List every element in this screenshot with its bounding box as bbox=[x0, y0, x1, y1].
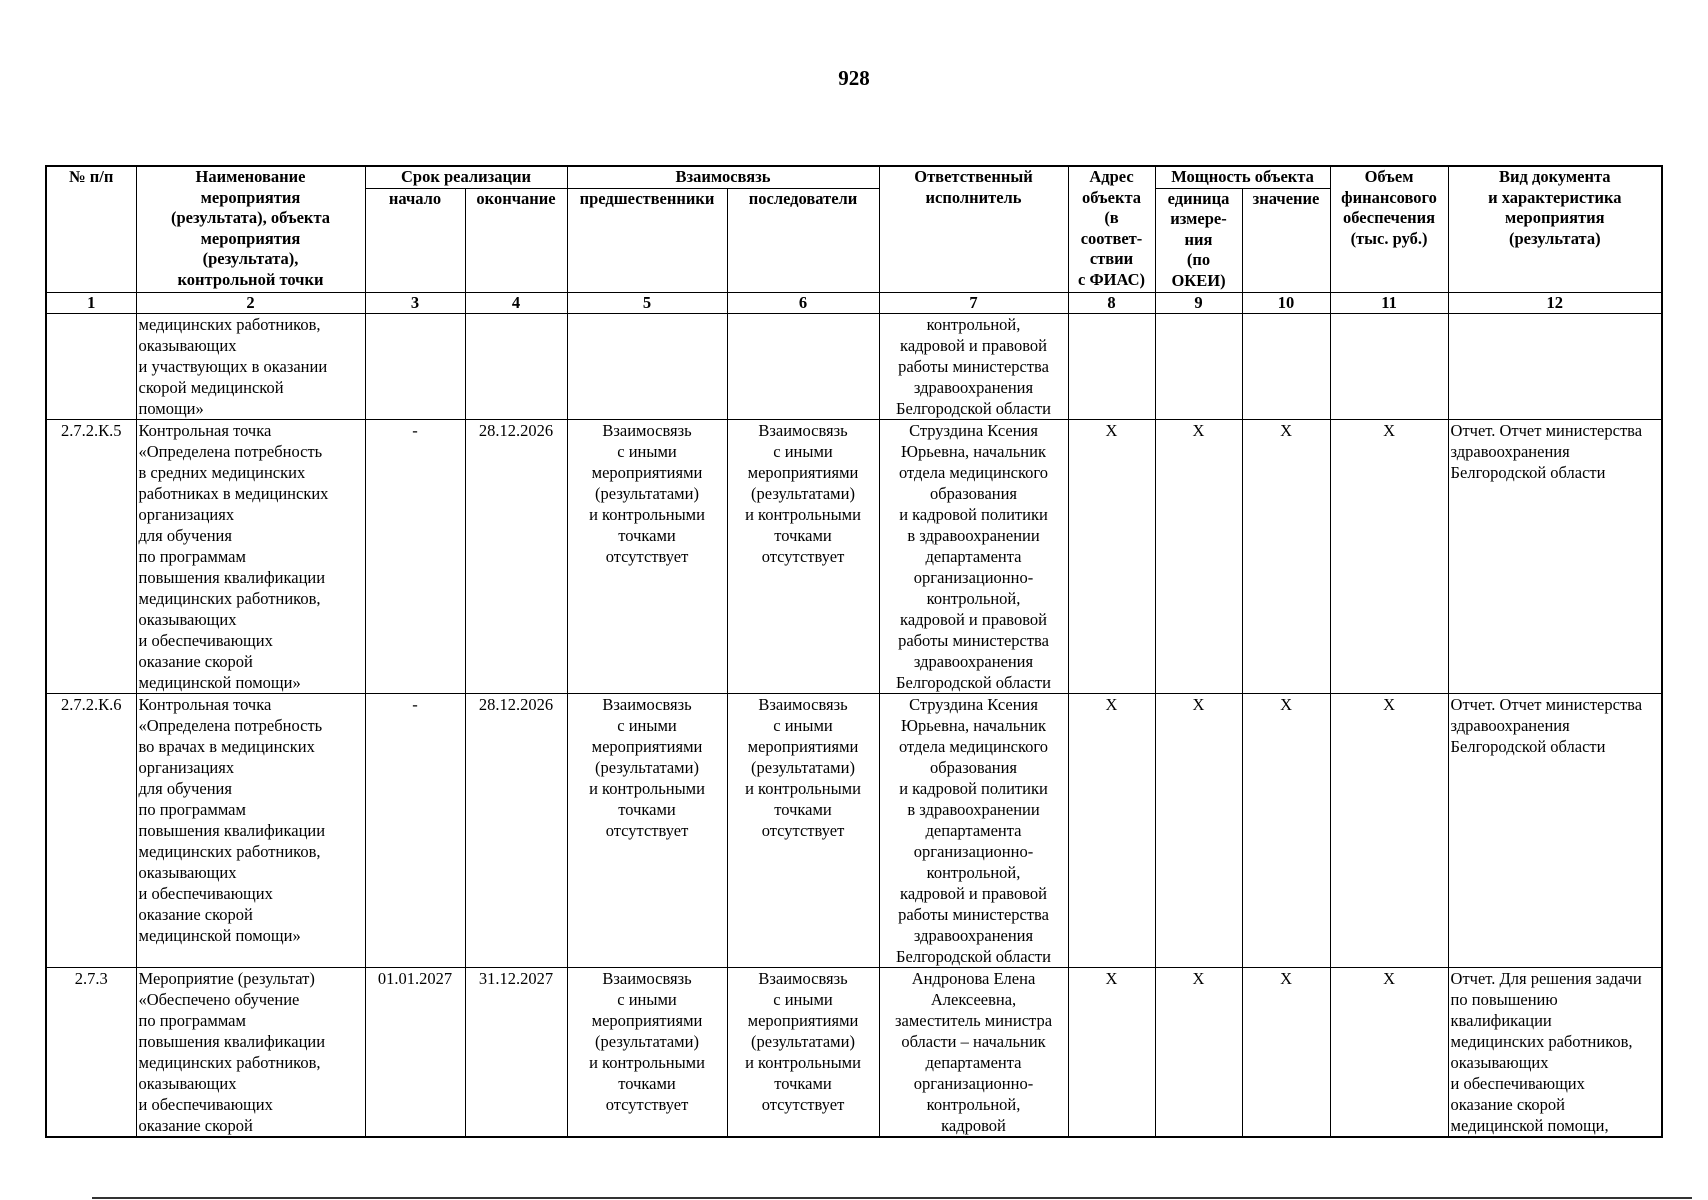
header-power-value: значение bbox=[1242, 188, 1330, 292]
cell-next bbox=[727, 314, 879, 420]
cell-prev bbox=[567, 314, 727, 420]
column-number: 6 bbox=[727, 292, 879, 314]
cell-num: 2.7.3 bbox=[46, 968, 136, 1138]
cell-document: Отчет. Для решения задачи по повышению квалификации медицинских работников, оказывающих и обеспечивающих оказание скорой медицинской помощи, bbox=[1448, 968, 1662, 1138]
header-num: № п/п bbox=[46, 166, 136, 292]
cell-address: X bbox=[1068, 694, 1155, 968]
page-number: 928 bbox=[838, 66, 870, 90]
table-row bbox=[46, 694, 1662, 968]
column-number: 7 bbox=[879, 292, 1068, 314]
column-number: 4 bbox=[465, 292, 567, 314]
bottom-rule bbox=[92, 1197, 1692, 1199]
cell-start: - bbox=[365, 694, 465, 968]
header-link: Взаимосвязь bbox=[567, 166, 879, 188]
column-number: 2 bbox=[136, 292, 365, 314]
cell-start: - bbox=[365, 420, 465, 694]
cell-prev: Взаимосвязь с иными мероприятиями (результатами) и контрольными точками отсутствует bbox=[567, 420, 727, 694]
cell-name: Контрольная точка «Определена потребность во врачах в медицинских организациях для обучения по программам повышения квалификации медицинских работников, оказывающих и обеспечивающих оказание скорой медицинской помощи» bbox=[136, 694, 365, 968]
cell-unit: X bbox=[1155, 968, 1242, 1138]
cell-address: X bbox=[1068, 420, 1155, 694]
header-term-end: окончание bbox=[465, 188, 567, 292]
cell-prev: Взаимосвязь с иными мероприятиями (результатами) и контрольными точками отсутствует bbox=[567, 968, 727, 1138]
cell-responsible: Струздина Ксения Юрьевна, начальник отдела медицинского образования и кадровой политики в здравоохранении департамента организационно- контрольной, кадровой и правовой работы министерства здравоохранения Белгородской области bbox=[879, 694, 1068, 968]
cell-end: 31.12.2027 bbox=[465, 968, 567, 1138]
cell-end: 28.12.2026 bbox=[465, 420, 567, 694]
cell-address: X bbox=[1068, 968, 1155, 1138]
cell-next: Взаимосвязь с иными мероприятиями (результатами) и контрольными точками отсутствует bbox=[727, 694, 879, 968]
cell-responsible: Струздина Ксения Юрьевна, начальник отдела медицинского образования и кадровой политики в здравоохранении департамента организационно- контрольной, кадровой и правовой работы министерства здравоохранения Белгородской области bbox=[879, 420, 1068, 694]
cell-value: X bbox=[1242, 694, 1330, 968]
cell-end: 28.12.2026 bbox=[465, 694, 567, 968]
table-row bbox=[46, 314, 1662, 420]
cell-finance: X bbox=[1330, 694, 1448, 968]
header-responsible: Ответственный исполнитель bbox=[879, 166, 1068, 292]
column-number-row bbox=[46, 292, 1662, 314]
header-power-unit: единица измере- ния (по ОКЕИ) bbox=[1155, 188, 1242, 292]
header-row-1 bbox=[46, 166, 1662, 188]
column-number: 10 bbox=[1242, 292, 1330, 314]
cell-document: Отчет. Отчет министерства здравоохранения Белгородской области bbox=[1448, 694, 1662, 968]
header-term: Срок реализации bbox=[365, 166, 567, 188]
cell-prev: Взаимосвязь с иными мероприятиями (результатами) и контрольными точками отсутствует bbox=[567, 694, 727, 968]
cell-start bbox=[365, 314, 465, 420]
cell-value: X bbox=[1242, 420, 1330, 694]
cell-num bbox=[46, 314, 136, 420]
cell-finance: X bbox=[1330, 968, 1448, 1138]
header-term-start: начало bbox=[365, 188, 465, 292]
header-link-next: последователи bbox=[727, 188, 879, 292]
column-number: 5 bbox=[567, 292, 727, 314]
cell-value bbox=[1242, 314, 1330, 420]
cell-value: X bbox=[1242, 968, 1330, 1138]
table-row bbox=[46, 420, 1662, 694]
cell-document bbox=[1448, 314, 1662, 420]
cell-unit: X bbox=[1155, 694, 1242, 968]
cell-finance: X bbox=[1330, 420, 1448, 694]
header-document: Вид документа и характеристика мероприятия (результата) bbox=[1448, 166, 1662, 292]
header-finance: Объем финансового обеспечения (тыс. руб.) bbox=[1330, 166, 1448, 292]
cell-name: медицинских работников, оказывающих и участвующих в оказании скорой медицинской помощи» bbox=[136, 314, 365, 420]
column-number: 11 bbox=[1330, 292, 1448, 314]
column-number: 8 bbox=[1068, 292, 1155, 314]
header-link-prev: предшественники bbox=[567, 188, 727, 292]
header-power: Мощность объекта bbox=[1155, 166, 1330, 188]
cell-next: Взаимосвязь с иными мероприятиями (результатами) и контрольными точками отсутствует bbox=[727, 968, 879, 1138]
cell-responsible: Андронова Елена Алексеевна, заместитель министра области – начальник департамента организационно- контрольной, кадровой bbox=[879, 968, 1068, 1138]
cell-responsible: контрольной, кадровой и правовой работы министерства здравоохранения Белгородской области bbox=[879, 314, 1068, 420]
cell-unit bbox=[1155, 314, 1242, 420]
cell-start: 01.01.2027 bbox=[365, 968, 465, 1138]
header-name: Наименование мероприятия (результата), объекта мероприятия (результата), контрольной точки bbox=[136, 166, 365, 292]
header-address: Адрес объекта (в соответ- ствии с ФИАС) bbox=[1068, 166, 1155, 292]
cell-name: Мероприятие (результат) «Обеспечено обучение по программам повышения квалификации медицинских работников, оказывающих и обеспечивающих оказание скорой bbox=[136, 968, 365, 1138]
cell-document: Отчет. Отчет министерства здравоохранения Белгородской области bbox=[1448, 420, 1662, 694]
column-number: 9 bbox=[1155, 292, 1242, 314]
column-number: 1 bbox=[46, 292, 136, 314]
cell-unit: X bbox=[1155, 420, 1242, 694]
cell-next: Взаимосвязь с иными мероприятиями (результатами) и контрольными точками отсутствует bbox=[727, 420, 879, 694]
column-number: 12 bbox=[1448, 292, 1662, 314]
column-number: 3 bbox=[365, 292, 465, 314]
cell-num: 2.7.2.К.6 bbox=[46, 694, 136, 968]
cell-name: Контрольная точка «Определена потребность в средних медицинских работниках в медицинских организациях для обучения по программам повышения квалификации медицинских работников, оказывающих и обеспечивающих оказание скорой медицинской помощи» bbox=[136, 420, 365, 694]
table-row bbox=[46, 968, 1662, 1138]
plan-table bbox=[45, 165, 1663, 1138]
cell-end bbox=[465, 314, 567, 420]
cell-num: 2.7.2.К.5 bbox=[46, 420, 136, 694]
cell-finance bbox=[1330, 314, 1448, 420]
cell-address bbox=[1068, 314, 1155, 420]
